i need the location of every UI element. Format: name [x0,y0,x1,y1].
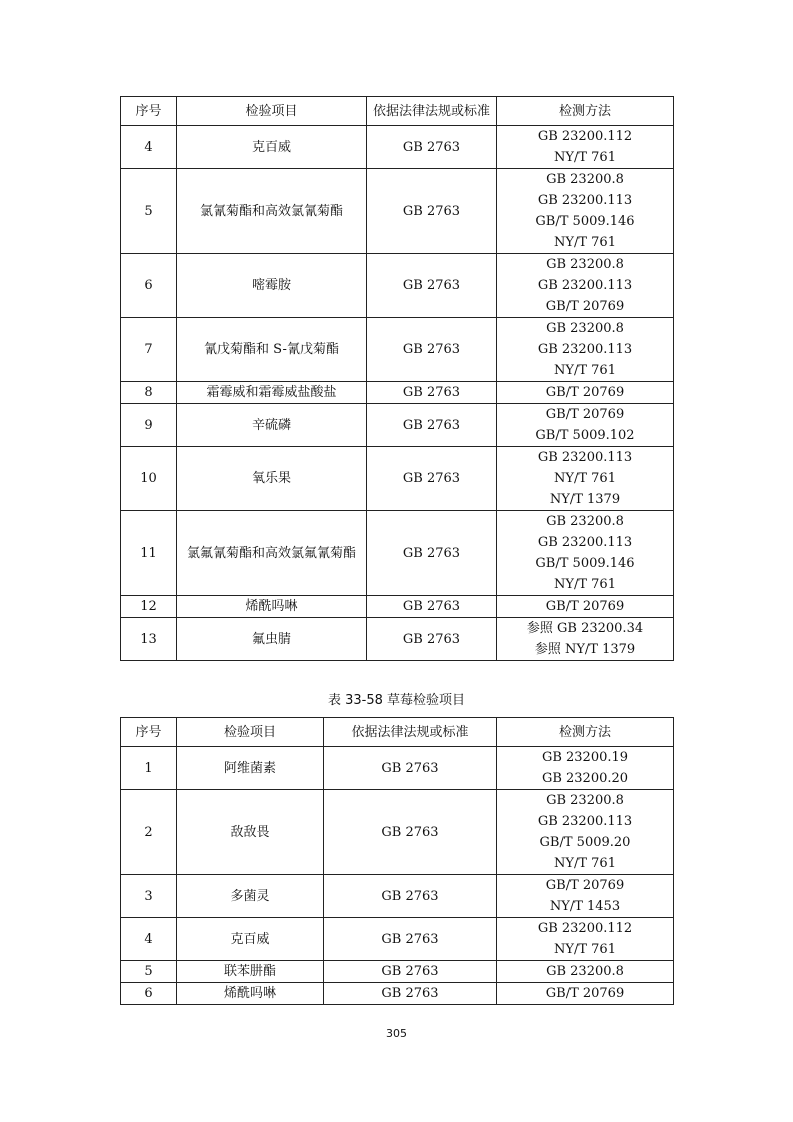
method-line: GB/T 20769 [545,599,625,614]
inspection-item: 氯氰菊酯和高效氯氰菊酯 [177,169,367,254]
method-line: NY/T 761 [554,577,616,592]
method-line: GB 23200.113 [537,193,633,208]
row-number: 5 [121,961,177,983]
method-line: GB 23200.112 [537,921,633,936]
method-line: GB/T 5009.102 [535,428,635,443]
method-line: 参照 GB 23200.34 [526,621,644,636]
legal-basis: GB 2763 [324,875,497,918]
table-row [121,875,674,918]
table-row [121,747,674,790]
table-row [121,618,674,661]
method-line: GB/T 5009.146 [535,214,635,229]
method-line: GB 23200.8 [546,964,624,979]
legal-basis: GB 2763 [367,618,497,661]
method-line: GB 23200.19 [541,750,629,765]
row-number: 13 [121,618,177,661]
residue-table-1 [120,96,674,661]
header-item: 检验项目 [177,718,324,747]
header-no: 序号 [121,718,177,747]
row-number: 4 [121,126,177,169]
method-line: NY/T 1453 [549,899,621,914]
row-number: 10 [121,447,177,511]
inspection-item: 烯酰吗啉 [177,983,324,1005]
legal-basis: GB 2763 [324,983,497,1005]
method-line: NY/T 761 [554,942,616,957]
table-row [121,382,674,404]
legal-basis: GB 2763 [367,126,497,169]
test-methods [497,126,674,169]
inspection-item: 阿维菌素 [177,747,324,790]
table-header-row [121,97,674,126]
method-line: NY/T 1379 [549,492,621,507]
header-method: 检测方法 [497,718,674,747]
method-line: GB 23200.8 [546,514,624,529]
method-line: NY/T 761 [554,150,616,165]
header-basis: 依据法律法规或标准 [367,97,497,126]
header-item: 检验项目 [177,97,367,126]
test-methods [497,875,674,918]
row-number: 12 [121,596,177,618]
table-row [121,318,674,382]
table-row [121,790,674,875]
inspection-item: 多菌灵 [177,875,324,918]
legal-basis: GB 2763 [367,596,497,618]
method-line: GB 23200.113 [537,278,633,293]
table-row [121,126,674,169]
inspection-item: 克百威 [177,918,324,961]
legal-basis: GB 2763 [367,382,497,404]
legal-basis: GB 2763 [324,747,497,790]
header-method: 检测方法 [497,97,674,126]
test-methods [497,983,674,1005]
method-line: GB 23200.112 [537,129,633,144]
inspection-item: 联苯肼酯 [177,961,324,983]
test-methods [497,447,674,511]
method-line: GB/T 20769 [545,385,625,400]
method-line: GB 23200.20 [541,771,629,786]
method-line: GB 23200.8 [546,321,624,336]
row-number: 3 [121,875,177,918]
test-methods [497,790,674,875]
inspection-item: 氯氟氰菊酯和高效氯氟氰菊酯 [177,511,367,596]
row-number: 6 [121,254,177,318]
method-line: 参照 NY/T 1379 [534,642,636,657]
table-row [121,447,674,511]
header-basis: 依据法律法规或标准 [324,718,497,747]
legal-basis: GB 2763 [324,918,497,961]
method-line: GB 23200.113 [537,814,633,829]
header-no: 序号 [121,97,177,126]
test-methods [497,918,674,961]
table-row [121,254,674,318]
table-row [121,511,674,596]
legal-basis: GB 2763 [324,961,497,983]
row-number: 1 [121,747,177,790]
test-methods [497,596,674,618]
inspection-item: 敌敌畏 [177,790,324,875]
row-number: 6 [121,983,177,1005]
legal-basis: GB 2763 [367,254,497,318]
row-number: 2 [121,790,177,875]
method-line: GB 23200.113 [537,535,633,550]
table-row [121,983,674,1005]
test-methods [497,169,674,254]
row-number: 4 [121,918,177,961]
row-number: 7 [121,318,177,382]
legal-basis: GB 2763 [324,790,497,875]
table-header-row [121,718,674,747]
table-row [121,596,674,618]
legal-basis: GB 2763 [367,511,497,596]
row-number: 9 [121,404,177,447]
inspection-item: 霜霉威和霜霉威盐酸盐 [177,382,367,404]
method-line: GB/T 20769 [545,299,625,314]
test-methods [497,618,674,661]
method-line: GB/T 5009.20 [539,835,631,850]
legal-basis: GB 2763 [367,447,497,511]
legal-basis: GB 2763 [367,318,497,382]
method-line: NY/T 761 [554,363,616,378]
method-line: GB 23200.113 [537,342,633,357]
test-methods [497,318,674,382]
test-methods [497,382,674,404]
table-row [121,918,674,961]
row-number: 5 [121,169,177,254]
inspection-item: 氟虫腈 [177,618,367,661]
method-line: NY/T 761 [554,856,616,871]
method-line: GB/T 20769 [545,407,625,422]
method-line: NY/T 761 [554,235,616,250]
page-number: 305 [386,1027,407,1040]
legal-basis: GB 2763 [367,404,497,447]
row-number: 11 [121,511,177,596]
table-row [121,404,674,447]
method-line: GB 23200.8 [546,172,624,187]
method-line: GB/T 5009.146 [535,556,635,571]
table-row [121,169,674,254]
method-line: GB 23200.113 [537,450,633,465]
inspection-item: 烯酰吗啉 [177,596,367,618]
inspection-item: 氰戊菊酯和 S-氰戊菊酯 [177,318,367,382]
inspection-item: 嘧霉胺 [177,254,367,318]
method-line: GB 23200.8 [546,793,624,808]
table-caption: 表 33-58 草莓检验项目 [327,693,466,708]
inspection-item: 克百威 [177,126,367,169]
table-row [121,961,674,983]
inspection-item: 氧乐果 [177,447,367,511]
row-number: 8 [121,382,177,404]
inspection-item: 辛硫磷 [177,404,367,447]
strawberry-table [120,717,674,1005]
test-methods [497,404,674,447]
legal-basis: GB 2763 [367,169,497,254]
test-methods [497,961,674,983]
method-line: GB 23200.8 [546,257,624,272]
test-methods [497,511,674,596]
method-line: NY/T 761 [554,471,616,486]
method-line: GB/T 20769 [545,878,625,893]
method-line: GB/T 20769 [545,986,625,1001]
test-methods [497,254,674,318]
test-methods [497,747,674,790]
